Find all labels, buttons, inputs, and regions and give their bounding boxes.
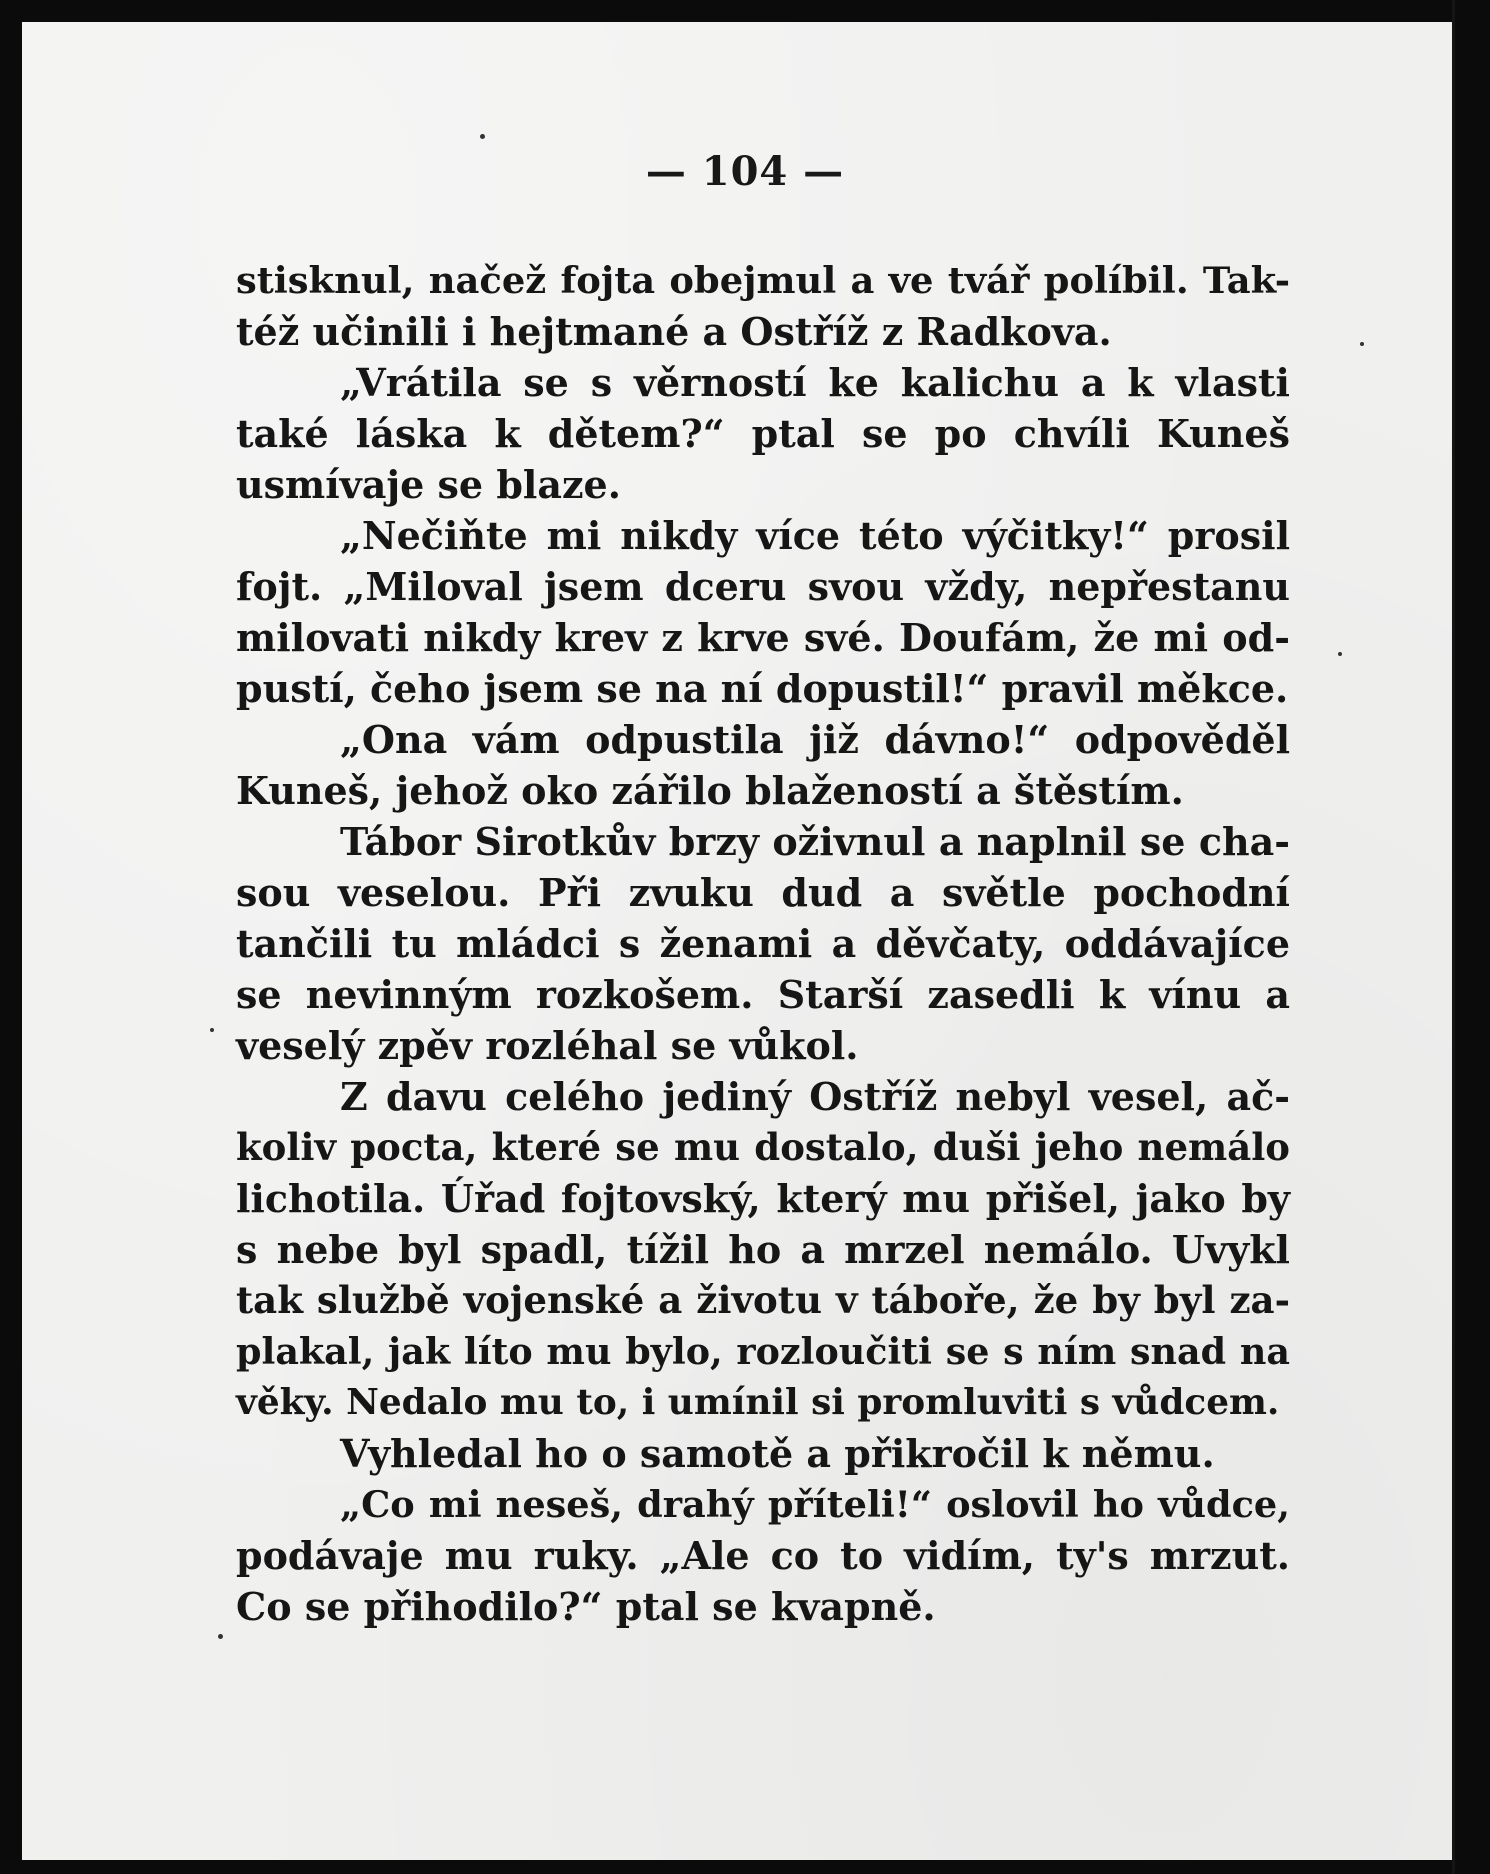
text-line: Tábor Sirotkův brzy oživnul a naplnil se cha- — [340, 819, 1290, 864]
text-line: fojt. „Miloval jsem dceru svou vždy, nepřestanu — [236, 564, 1290, 609]
text-line: tak službě vojenské a životu v táboře, že by byl za- — [236, 1278, 1290, 1322]
text-line: milovati nikdy krev z krve své. Doufám, že mi od- — [236, 615, 1290, 660]
text-line: tančili tu mládci s ženami a děvčaty, oddávajíce — [236, 921, 1290, 966]
text-line: veselý zpěv rozléhal se vůkol. — [236, 1023, 859, 1068]
text-line: Z davu celého jediný Ostříž nebyl vesel, ač- — [340, 1074, 1290, 1119]
page-number: — 104 — — [645, 148, 845, 195]
page-body-text — [236, 255, 1290, 1632]
text-line: pustí, čeho jsem se na ní dopustil!“ pravil měkce. — [236, 666, 1289, 711]
paper-speck — [1360, 342, 1364, 346]
text-line: podávaje mu ruky. „Ale co to vidím, ty's mrzut. — [236, 1533, 1290, 1578]
text-line: Vyhledal ho o samotě a přikročil k němu. — [340, 1431, 1215, 1476]
text-line: „Co mi neseš, drahý příteli!“ oslovil ho vůdce, — [340, 1483, 1290, 1526]
text-line: sou veselou. Při zvuku dud a světle pochodní — [236, 870, 1290, 915]
text-line: „Nečiňte mi nikdy více této výčitky!“ prosil — [340, 513, 1290, 558]
text-line: věky. Nedalo mu to, i umínil si promluviti s vůdcem. — [236, 1381, 1280, 1423]
text-line: Kuneš, jehož oko zářilo blažeností a štěstím. — [236, 768, 1184, 813]
paper-speck — [1338, 652, 1342, 656]
text-line: stisknul, načež fojta obejmul a ve tvář políbil. Tak- — [236, 258, 1290, 302]
paper-speck — [210, 1028, 214, 1032]
text-line: „Ona vám odpustila již dávno!“ odpověděl — [340, 717, 1290, 762]
text-line: s nebe byl spadl, tížil ho a mrzel nemálo. Uvykl — [236, 1227, 1290, 1272]
text-line: „Vrátila se s věrností ke kalichu a k vlasti — [340, 360, 1290, 405]
scan-edge-line — [1452, 0, 1455, 1874]
text-line: usmívaje se blaze. — [236, 462, 621, 507]
text-line: také láska k dětem?“ ptal se po chvíli Kuneš — [236, 411, 1290, 456]
text-line: lichotila. Úřad fojtovský, který mu přišel, jako by — [236, 1176, 1290, 1221]
text-line: Co se přihodilo?“ ptal se kvapně. — [236, 1584, 936, 1629]
text-line: se nevinným rozkošem. Starší zasedli k vínu a — [236, 972, 1290, 1017]
text-line: též učinili i hejtmané a Ostříž z Radkova. — [236, 309, 1112, 354]
text-line: koliv pocta, které se mu dostalo, duši jeho nemálo — [236, 1125, 1290, 1169]
paper-speck — [218, 1634, 223, 1639]
paper-speck — [480, 134, 485, 139]
text-line: plakal, jak líto mu bylo, rozloučiti se s ním snad na — [236, 1330, 1290, 1373]
